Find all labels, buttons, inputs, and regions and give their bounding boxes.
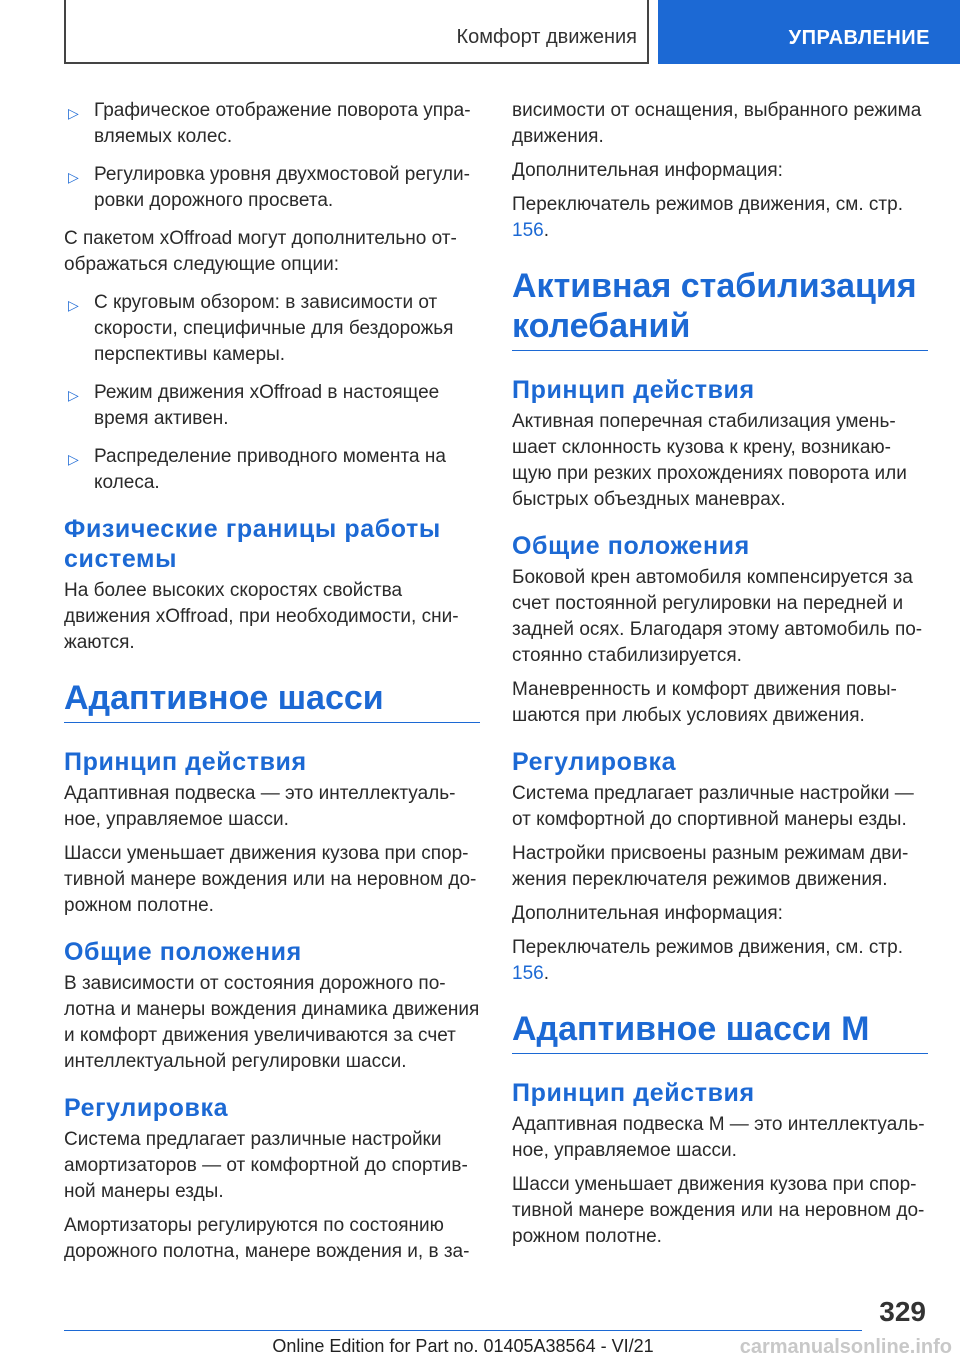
- header-chapter-tab[interactable]: [658, 0, 960, 64]
- heading-general: Общие положения: [64, 938, 302, 966]
- triangle-bullet-icon: ▷: [68, 169, 79, 185]
- page-link[interactable]: 156: [512, 220, 544, 241]
- paragraph: висимости от оснащения, выбранного режима движения.: [512, 100, 922, 147]
- edition-text: Online Edition for Part no. 01405A38564 - VI/21: [272, 1336, 654, 1356]
- heading-adaptive-chassis-m: Адаптивное шасси M: [512, 1010, 870, 1048]
- paragraph: На более высоких скоростях свойства движения xOffroad, при необходимости, сни-жаются.: [64, 580, 459, 653]
- heading-principle: Принцип действия: [64, 748, 307, 776]
- watermark: carmanualsonline.info: [739, 1336, 952, 1358]
- paragraph: Дополнительная информация:: [512, 903, 783, 924]
- heading-active-stabilization: Активная стабилизация колебаний: [512, 267, 917, 345]
- paragraph: Дополнительная информация:: [512, 160, 783, 181]
- paragraph-reference: Переключатель режимов движения, см. стр. 156.: [512, 937, 903, 984]
- heading-system-limits: Физические границы работы системы: [64, 515, 441, 573]
- triangle-bullet-icon: ▷: [68, 451, 79, 467]
- list-item: ▷ Распределение приводного момента на колеса.: [68, 446, 446, 493]
- paragraph: Адаптивная подвеска — это интеллектуаль-ное, управляемое шасси.: [64, 783, 456, 830]
- list-item: ▷ Регулировка уровня двухмостовой регули-ровки дорожного просвета.: [68, 164, 470, 211]
- paragraph: Маневренность и комфорт движения повы-шаются при любых условиях движения.: [512, 679, 897, 726]
- heading-adaptive-chassis: Адаптивное шасси: [64, 679, 384, 717]
- heading-principle: Принцип действия: [512, 1079, 755, 1107]
- list-item: ▷ Режим движения xOffroad в настоящее время активен.: [68, 382, 440, 429]
- paragraph: Боковой крен автомобиля компенсируется за счет постоянной регулировки на передней и задней осях. Благодаря этому автомобиль по-стоянно стабилизируется.: [512, 567, 923, 666]
- list-item: ▷ Графическое отображение поворота упра-вляемых колес.: [68, 100, 471, 147]
- section-heading-wrap: [64, 678, 480, 723]
- section-title: Комфорт движения: [456, 26, 637, 48]
- footer-divider: [64, 1330, 862, 1331]
- heading-general: Общие положения: [512, 532, 750, 560]
- paragraph-reference: Переключатель режимов движения, см. стр. 156.: [512, 194, 903, 241]
- right-column: [512, 98, 928, 1258]
- paragraph: Амортизаторы регулируются по состоянию дорожного полотна, манере вождения и, в за-: [64, 1215, 470, 1262]
- chapter-title: УПРАВЛЕНИЕ: [788, 27, 930, 49]
- left-column: [64, 98, 480, 1273]
- section-heading-wrap: [512, 266, 928, 351]
- heading-principle: Принцип действия: [512, 376, 755, 404]
- paragraph: Шасси уменьшает движения кузова при спор-тивной манере вождения или на неровном до-рожном полотне.: [64, 843, 477, 916]
- triangle-bullet-icon: ▷: [68, 105, 79, 121]
- section-heading-wrap: [512, 1009, 928, 1054]
- paragraph: Активная поперечная стабилизация умень-шает склонность кузова к крену, возникаю-щую при резких прохождениях поворота или быстрых объездных маневрах.: [512, 411, 907, 510]
- header-section-box: [64, 0, 649, 64]
- heading-regulation: Регулировка: [512, 748, 677, 776]
- page-link[interactable]: 156: [512, 963, 544, 984]
- paragraph: С пакетом xOffroad могут дополнительно от-ображаться следующие опции:: [64, 228, 457, 275]
- paragraph: Настройки присвоены разным режимам дви-жения переключателя режимов движения.: [512, 843, 909, 890]
- paragraph: Система предлагает различные настройки — от комфортной до спортивной манеры езды.: [512, 783, 914, 830]
- paragraph: В зависимости от состояния дорожного по-лотна и манеры вождения динамика движения и комфорт движения увеличиваются за счет интеллектуальной регулировки шасси.: [64, 973, 480, 1072]
- list-item: ▷ С круговым обзором: в зависимости от скорости, специфичные для бездорожья перспективы камеры.: [68, 292, 454, 365]
- triangle-bullet-icon: ▷: [68, 387, 79, 403]
- heading-regulation: Регулировка: [64, 1094, 229, 1122]
- triangle-bullet-icon: ▷: [68, 297, 79, 313]
- paragraph: Шасси уменьшает движения кузова при спор-тивной манере вождения или на неровном до-рожном полотне.: [512, 1174, 925, 1247]
- paragraph: Адаптивная подвеска M — это интеллектуаль-ное, управляемое шасси.: [512, 1114, 925, 1161]
- page-number: 329: [879, 1296, 926, 1327]
- paragraph: Система предлагает различные настройки амортизаторов — от комфортной до спортив-ной манеры езды.: [64, 1129, 468, 1202]
